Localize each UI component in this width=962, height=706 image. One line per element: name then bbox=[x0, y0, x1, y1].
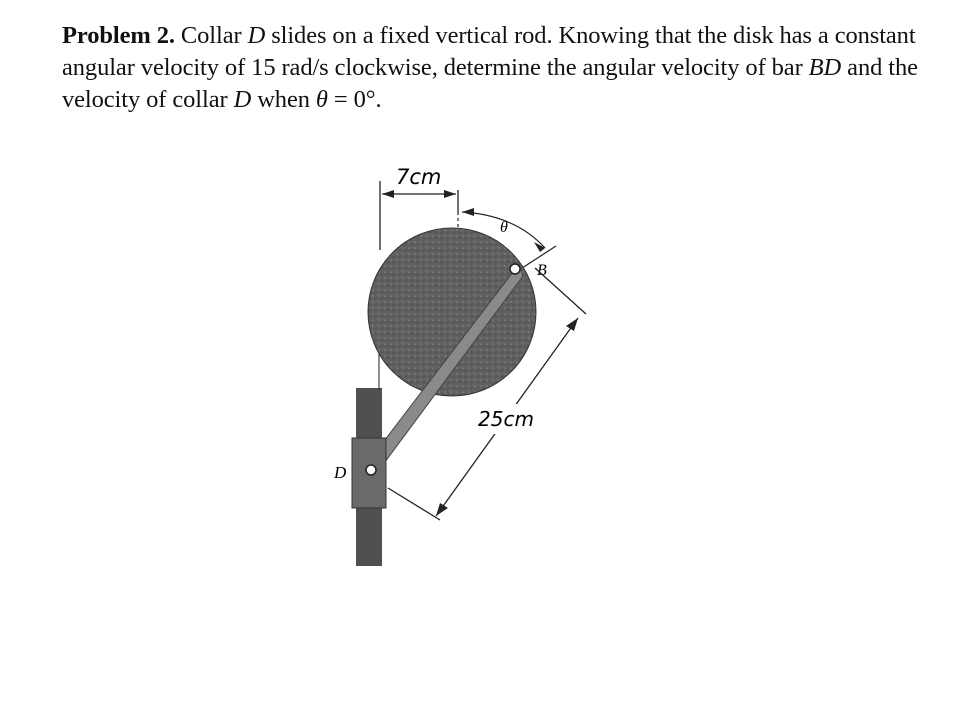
bar-dim-ext-b bbox=[535, 268, 586, 314]
var-collar-d: D bbox=[247, 22, 266, 49]
problem-text-3: and the velocity of collar bbox=[62, 54, 918, 113]
theta-label: θ bbox=[500, 219, 508, 236]
problem-text-4: when bbox=[251, 86, 316, 113]
problem-label: Problem 2. bbox=[62, 22, 175, 49]
dim-arrow-right bbox=[444, 190, 456, 198]
pin-d bbox=[366, 465, 376, 475]
var-collar-d-2: D bbox=[233, 86, 252, 113]
var-bar-bd: BD bbox=[808, 54, 842, 81]
bar-dim-ext-d bbox=[388, 488, 440, 520]
theta-arrow-start bbox=[462, 208, 474, 216]
problem-text-2: slides on a fixed vertical rod. Knowing that the disk has a constant angular velocity of 15 rad/s clockwise, determine the angular velocity of bar bbox=[62, 22, 916, 81]
bar-dim-arrow-top bbox=[566, 318, 578, 331]
point-b-label: B bbox=[537, 262, 547, 279]
bar-dimension-label: 25cm bbox=[478, 407, 534, 431]
bar-dim-arrow-bottom bbox=[436, 503, 448, 516]
problem-text-5: = 0°. bbox=[327, 86, 382, 113]
pin-b bbox=[510, 264, 520, 274]
top-dimension-label: 7cm bbox=[396, 165, 442, 189]
dim-arrow-left bbox=[382, 190, 394, 198]
problem-text-1: Collar bbox=[174, 22, 248, 49]
var-theta: θ bbox=[315, 86, 328, 113]
point-d-label: D bbox=[334, 463, 347, 482]
